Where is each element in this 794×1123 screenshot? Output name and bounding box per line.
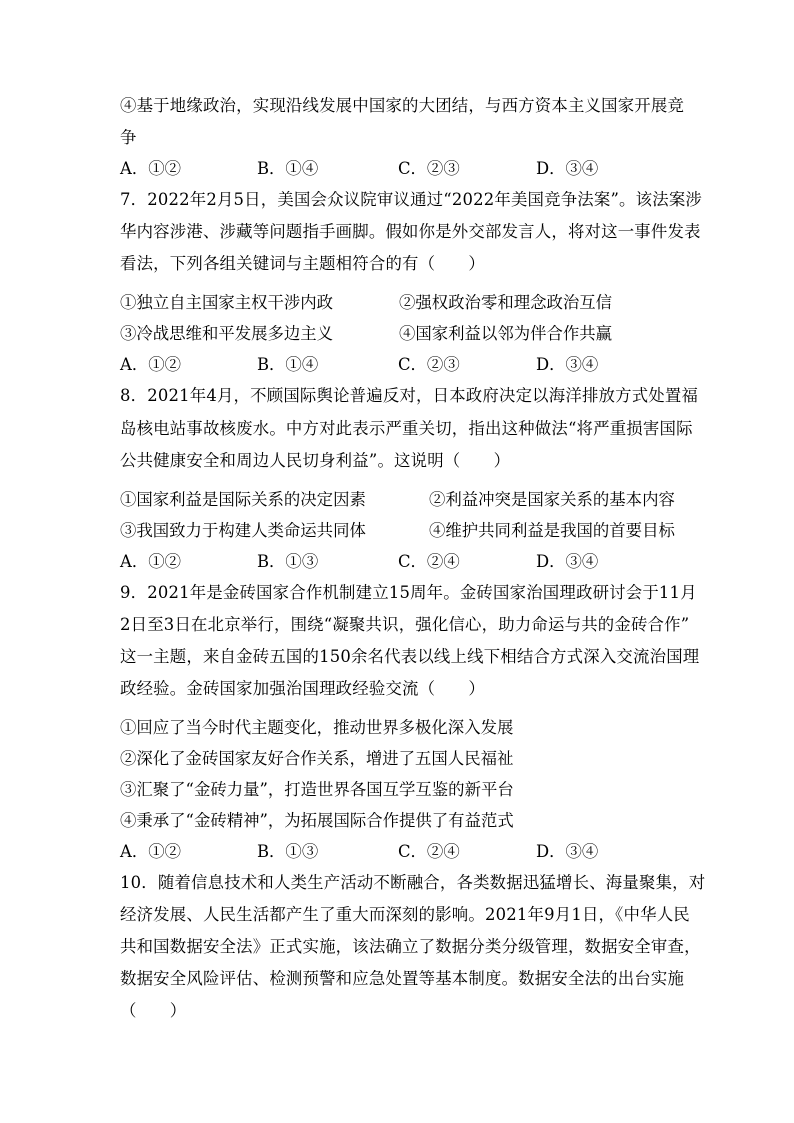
- q8-options: [120, 552, 680, 572]
- q8-statement-4: ④维护共同利益是我国的首要目标: [429, 521, 675, 540]
- q9-options: [120, 842, 680, 862]
- q9-statement-3: ③汇聚了“金砖力量”，打造世界各国互学互鉴的新平台: [120, 780, 514, 799]
- q7-options: [120, 355, 680, 375]
- q6-option-c[interactable]: C．②③: [398, 159, 460, 178]
- q7-option-a[interactable]: A．①②: [120, 355, 182, 374]
- q10-stem-line3: 共和国数据安全法》正式实施，该法确立了数据分类分级管理，数据安全审查，: [120, 937, 701, 956]
- q7-statement-1: ①独立自主国家主权干涉内政: [120, 293, 334, 312]
- q7-stem-line2: 华内容涉港、涉藏等问题指手画脚。假如你是外交部发言人，将对这一事件发表: [120, 222, 701, 241]
- q8-option-b[interactable]: B．①③: [257, 552, 319, 571]
- q9-option-d[interactable]: D．③④: [536, 842, 599, 861]
- q6-options: [120, 159, 680, 179]
- q8-option-a[interactable]: A．①②: [120, 552, 182, 571]
- q7-option-c[interactable]: C．②③: [398, 355, 460, 374]
- q10-stem-line1: 10．随着信息技术和人类生产活动不断融合，各类数据迅猛增长、海量聚集，对: [120, 873, 706, 892]
- q8-stem-line1: 8．2021年4月，不顾国际舆论普遍反对，日本政府决定以海洋排放方式处置福: [120, 386, 699, 405]
- q7-option-b[interactable]: B．①④: [257, 355, 319, 374]
- q8-option-c[interactable]: C．②④: [398, 552, 460, 571]
- q9-stem-line4: 政经验。金砖国家加强治国理政经验交流（ ）: [120, 679, 485, 698]
- q7-option-d[interactable]: D．③④: [536, 355, 599, 374]
- q10-stem-line5: （ ）: [120, 1001, 187, 1020]
- q8-option-d[interactable]: D．③④: [536, 552, 599, 571]
- q9-stem-line1: 9．2021年是金砖国家合作机制建立15周年。金砖国家治国理政研讨会于11月: [120, 583, 697, 602]
- q9-statement-4: ④秉承了“金砖精神”，为拓展国际合作提供了有益范式: [120, 811, 514, 830]
- q6-option-b[interactable]: B．①④: [257, 159, 319, 178]
- q7-statement-2: ②强权政治零和理念政治互信: [399, 293, 613, 312]
- q9-option-a[interactable]: A．①②: [120, 842, 182, 861]
- q9-stem-line2: 2日至3日在北京举行，围绕“凝聚共识，强化信心，助力命运与共的金砖合作”: [120, 615, 690, 634]
- q9-option-c[interactable]: C．②④: [398, 842, 460, 861]
- q8-stem-line3: 公共健康安全和周边人民切身利益”。这说明（ ）: [120, 451, 511, 470]
- q6-statement-4-line1: ④基于地缘政治，实现沿线发展中国家的大团结，与西方资本主义国家开展竞: [120, 96, 685, 115]
- q6-option-a[interactable]: A．①②: [120, 159, 182, 178]
- q9-statement-1: ①回应了当今时代主题变化，推动世界多极化深入发展: [120, 718, 514, 737]
- q6-option-d[interactable]: D．③④: [536, 159, 599, 178]
- q10-stem-line2: 经济发展、人民生活都产生了重大而深刻的影响。2021年9月1日，《中华人民: [120, 905, 690, 924]
- q7-stem-line1: 7．2022年2月5日，美国会众议院审议通过“2022年美国竞争法案”。该法案涉: [120, 190, 703, 209]
- q8-statement-1: ①国家利益是国际关系的决定因素: [120, 490, 366, 509]
- q7-statement-4: ④国家利益以邻为伴合作共赢: [399, 324, 613, 343]
- q8-statement-2: ②利益冲突是国家关系的基本内容: [429, 490, 675, 509]
- q9-statement-2: ②深化了金砖国家友好合作关系，增进了五国人民福祉: [120, 749, 514, 768]
- q7-statement-3: ③冷战思维和平发展多边主义: [120, 324, 334, 343]
- q7-stem-line3: 看法，下列各组关键词与主题相符合的有（ ）: [120, 254, 485, 273]
- q9-option-b[interactable]: B．①③: [257, 842, 319, 861]
- q8-statement-3: ③我国致力于构建人类命运共同体: [120, 521, 366, 540]
- q10-stem-line4: 数据安全风险评估、检测预警和应急处置等基本制度。数据安全法的出台实施: [120, 969, 685, 988]
- q6-statement-4-line2: 争: [120, 128, 137, 147]
- q9-stem-line3: 这一主题，来自金砖五国的150余名代表以线上线下相结合方式深入交流治国理: [120, 647, 700, 666]
- q8-stem-line2: 岛核电站事故核废水。中方对此表示严重关切，指出这种做法“将严重损害国际: [120, 419, 693, 438]
